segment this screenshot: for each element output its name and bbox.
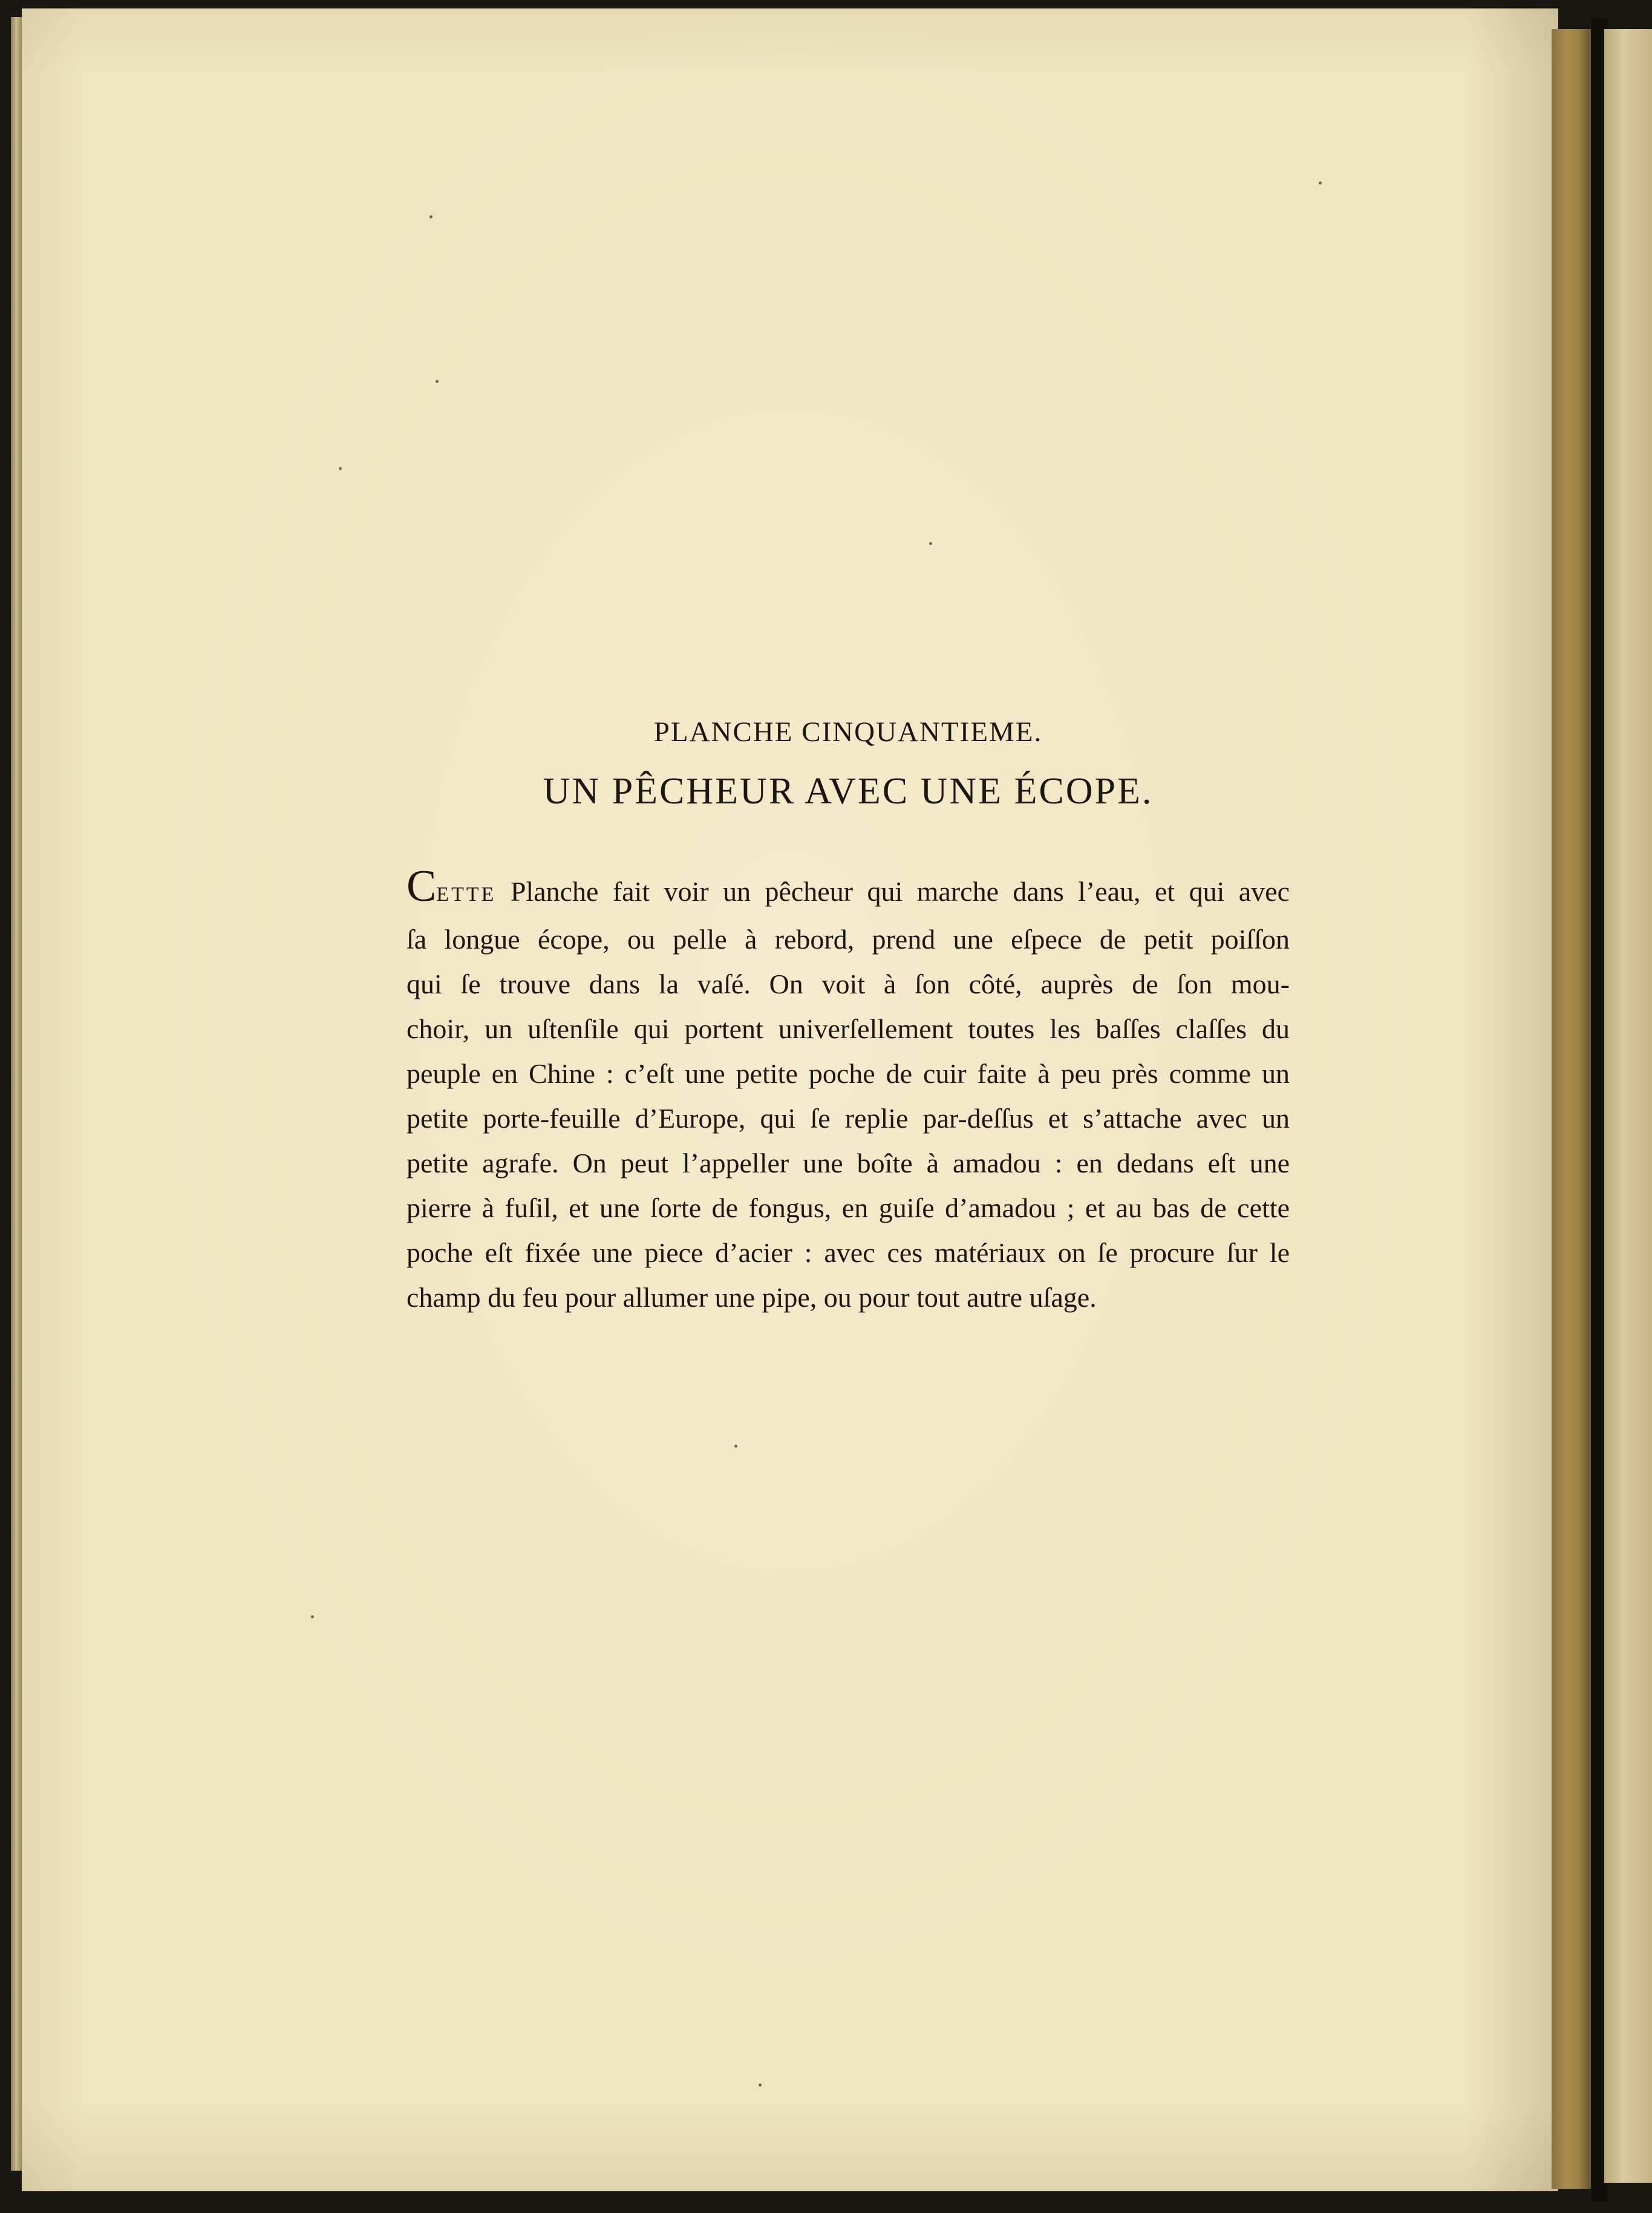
body-line: petite agrafe. On peut l’appeller une boîte à amadou : en dedans eſt une: [406, 1148, 1290, 1179]
paper-speck: [734, 1445, 737, 1448]
paper-speck: [1319, 181, 1322, 185]
body-line: poche eſt fixée une piece d’acier : avec ces matériaux on ſe procure ſur le: [406, 1237, 1290, 1269]
body-line: [406, 861, 1290, 917]
book-gutter: [1552, 29, 1594, 2189]
body-line: champ du feu pour allumer une pipe, ou pour tout autre uſage.: [406, 1282, 1097, 1313]
small-caps-word: ETTE: [436, 883, 497, 906]
body-line: peuple en Chine : c’eſt une petite poche de cuir faite à peu près comme un: [406, 1058, 1290, 1090]
paper-speck: [929, 542, 932, 545]
paper-speck: [436, 380, 439, 383]
body-line: pierre à fuſil, et une ſorte de fongus, en guiſe d’amadou ; et au bas de cette: [406, 1192, 1290, 1224]
body-line-text: Planche fait voir un pêcheur qui marche dans l’eau, et qui avec: [496, 876, 1290, 907]
paper-speck: [339, 467, 342, 470]
plate-title: PLANCHE CINQUANTIEME.: [653, 716, 1043, 748]
body-line: choir, un uſtenſile qui portent univerſellement toutes les baſſes claſſes du: [406, 1013, 1290, 1045]
drop-cap: C: [406, 861, 437, 912]
body-paragraph: [406, 861, 1290, 1320]
body-line: qui ſe trouve dans la vaſé. On voit à ſon côté, auprès de ſon mou-: [406, 969, 1290, 1000]
body-line: ſa longue écope, ou pelle à rebord, prend une eſpece de petit poiſſon: [406, 924, 1290, 955]
facing-page-edge: [1604, 29, 1652, 2183]
paper-speck: [759, 2084, 762, 2087]
page-content: [406, 713, 1290, 1320]
paper-speck: [429, 215, 433, 218]
body-line: petite porte-feuille d’Europe, qui ſe replie par-deſſus et s’attache avec un: [406, 1103, 1290, 1134]
main-title: UN PÊCHEUR AVEC UNE ÉCOPE.: [543, 770, 1154, 812]
paper-speck: [311, 1615, 314, 1618]
